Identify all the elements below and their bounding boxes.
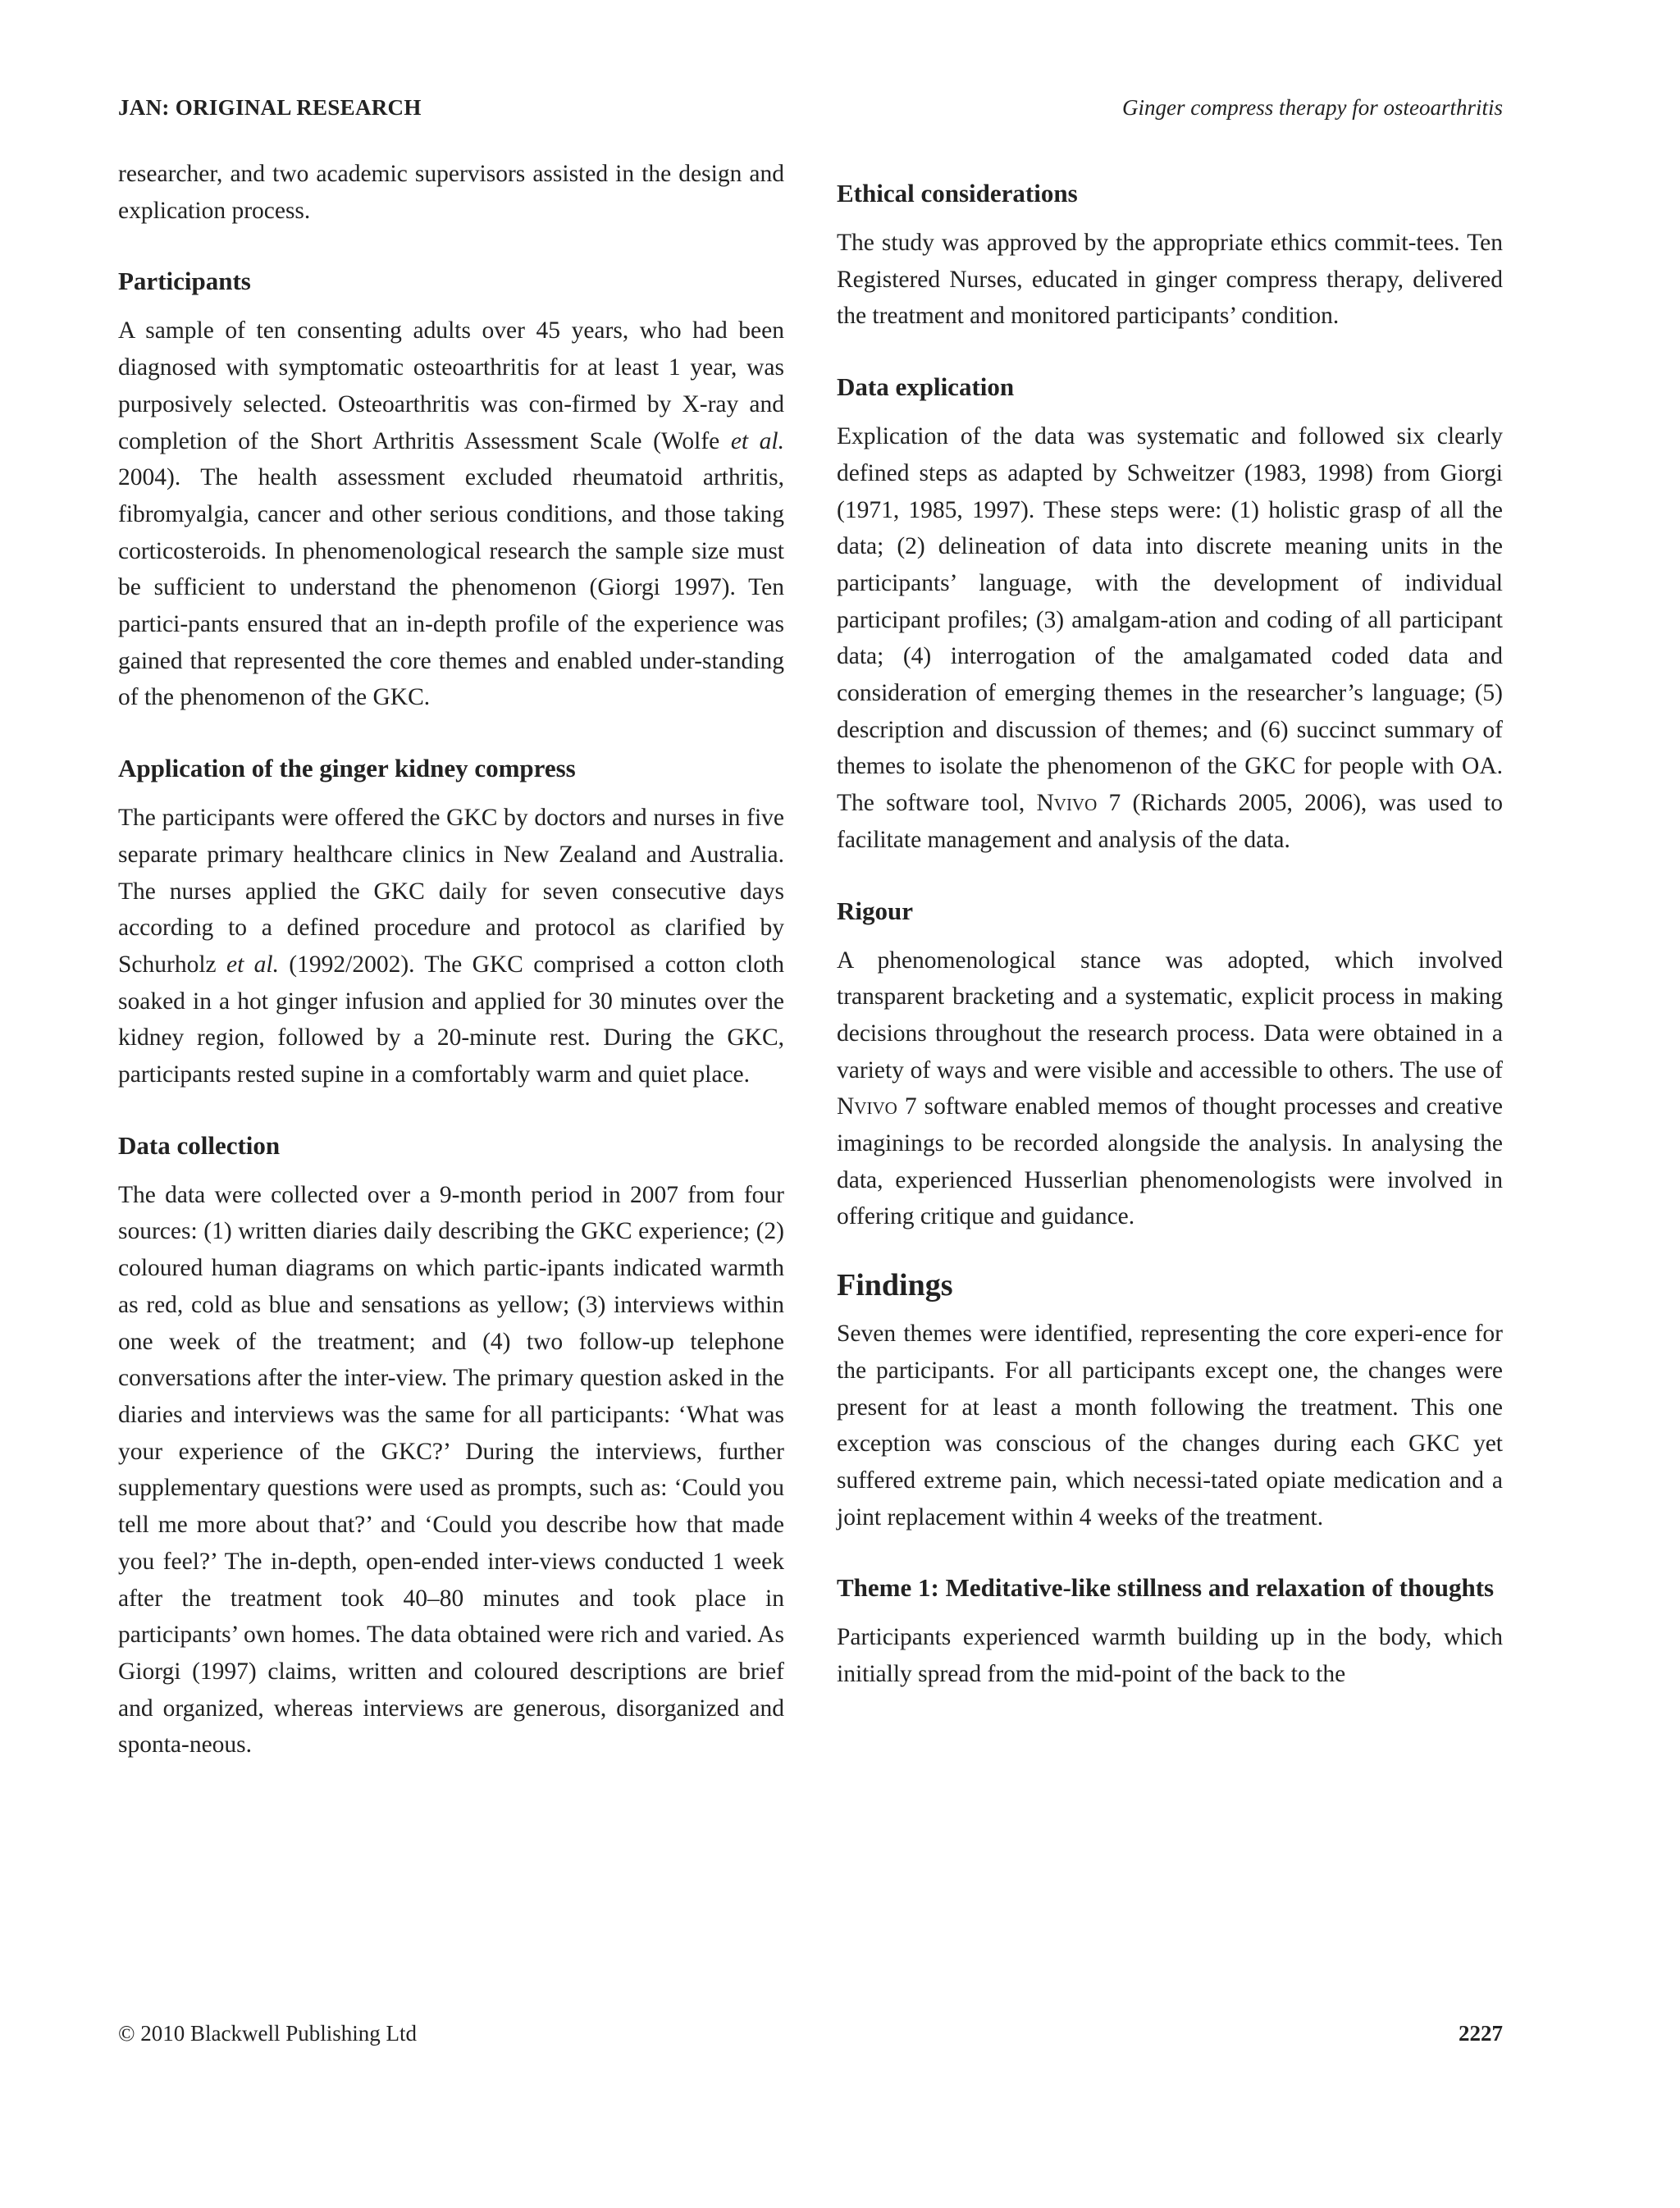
data-collection-heading: Data collection xyxy=(118,1130,281,1160)
data-explication-paragraph xyxy=(837,418,1503,858)
participants-text-cont: 2004). The health assessment excluded rheumatoid arthritis, fibromyalgia, cancer and other serious conditions, and those taking corticosteroids. In phenomenological research the sample size must be sufficient to understand the phenomenon (Giorgi 1997). Ten partici-pants ensured that an in-depth profile of the experience was gained that represented the core themes and enabled under-standing of the phenomenon of the GKC. xyxy=(118,464,784,711)
ethics-paragraph: The study was approved by the appropriate ethics commit-tees. Ten Registered Nurses, educated in ginger compress therapy, delivered the treatment and monitored participants’ condition. xyxy=(837,230,1503,330)
data-explication-heading: Data explication xyxy=(837,372,1015,402)
journal-section-label: JAN: ORIGINAL RESEARCH xyxy=(118,95,422,120)
page-number: 2227 xyxy=(1459,2021,1503,2046)
nvivo-software-name: Nvivo xyxy=(1036,790,1098,817)
theme-1-paragraph: Participants experienced warmth building up in the body, which initially spread from the mid-point of the back to the xyxy=(837,1624,1503,1688)
et-al-citation: et al. xyxy=(226,951,279,978)
rigour-paragraph xyxy=(837,942,1503,1236)
theme-1-heading: Theme 1: Meditative-like stillness and relaxation of thoughts xyxy=(837,1573,1495,1603)
participants-text: A sample of ten consenting adults over 45 years, who had been diagnosed with symptomatic osteoarthritis for at least 1 year, was purposively selected. Osteoarthritis was con-firmed by X-ray and completion of the Short Arthritis Assessment Scale (Wolfe xyxy=(118,317,784,454)
findings-paragraph: Seven themes were identified, representing the core experi-ence for the participants. For all participants except one, the changes were present for at least a month following the treatment. This one exception was conscious of the changes during each GKC yet suffered extreme pain, which necessi-tated opiate medication and a joint replacement within 4 weeks of the treatment. xyxy=(837,1321,1503,1531)
rigour-text-cont: 7 software enabled memos of thought processes and creative imaginings to be recorded alongside the analysis. In analysing the data, experienced Husserlian phenomenologists were involved in offering critique and guidance. xyxy=(837,1093,1503,1230)
application-text: The participants were offered the GKC by doctors and nurses in five separate primary healthcare clinics in New Zealand and Australia. The nurses applied the GKC daily for seven consecutive days according to a defined procedure and protocol as clarified by Schurholz xyxy=(118,805,784,978)
explication-text-cont: 7 (Richards 2005, 2006), was used to facilitate management and analysis of the data. xyxy=(837,790,1503,853)
intro-continued-paragraph: researcher, and two academic supervisors assisted in the design and explication process. xyxy=(118,161,784,224)
rigour-heading: Rigour xyxy=(837,896,913,925)
application-text-cont: (1992/2002). The GKC comprised a cotton cloth soaked in a hot ginger infusion and applied for 30 minutes over the kidney region, followed by a 20-minute rest. During the GKC, participants rested supine in a comfortably warm and quiet place. xyxy=(118,951,784,1088)
participants-paragraph xyxy=(118,312,784,716)
findings-heading: Findings xyxy=(837,1268,953,1303)
application-heading: Application of the ginger kidney compress xyxy=(118,754,576,783)
participants-heading: Participants xyxy=(118,267,251,296)
data-collection-paragraph: The data were collected over a 9-month period in 2007 from four sources: (1) written diaries daily describing the GKC experience; (2) coloured human diagrams on which partic-ipants indicated warmth as red, cold as blue and sensations as yellow; (3) interviews within one week of the treatment; and (4) two follow-up telephone conversations after the inter-view. The primary question asked in the diaries and interviews was the same for all participants: ‘What was your experience of the GKC?’ During the interviews, further supplementary questions were used as prompts, such as: ‘Could you tell me more about that?’ and ‘Could you describe how that made you feel?’ The in-depth, open-ended inter-views conducted 1 week after the treatment took 40–80 minutes and took place in participants’ own homes. The data obtained were rich and varied. As Giorgi (1997) claims, written and coloured descriptions are brief and organized, whereas interviews are generous, disorganized and sponta-neous. xyxy=(118,1181,784,1759)
ethics-heading: Ethical considerations xyxy=(837,179,1078,208)
et-al-citation: et al. xyxy=(730,427,784,454)
page-footer xyxy=(118,2021,1503,2054)
left-column xyxy=(118,156,784,1763)
article-short-title: Ginger compress therapy for osteoarthritis xyxy=(1122,95,1503,120)
application-paragraph xyxy=(118,800,784,1093)
rigour-text: A phenomenological stance was adopted, which involved transparent bracketing and a systematic, explicit process in making decisions throughout the research process. Data were obtained in a variety of ways and were visible and accessible to others. The use of xyxy=(837,947,1503,1083)
right-column xyxy=(837,156,1503,1693)
running-head xyxy=(118,95,1503,128)
nvivo-software-name: Nvivo xyxy=(837,1093,897,1120)
copyright-notice: © 2010 Blackwell Publishing Ltd xyxy=(118,2021,417,2046)
explication-text: Explication of the data was systematic and followed six clearly defined steps as adapted by Schweitzer (1983, 1998) from Giorgi (1971, 1985, 1997). These steps were: (1) holistic grasp of all the data; (2) delineation of data into discrete meaning units in the participants’ language, with the development of individual participant profiles; (3) amalgam-ation and coding of all participant data; (4) interrogation of the amalgamated coded data and consideration of emerging themes in the researcher’s language; (5) description and discussion of themes; and (6) succinct summary of themes to isolate the phenomenon of the GKC for people with OA. The software tool, xyxy=(837,423,1503,817)
